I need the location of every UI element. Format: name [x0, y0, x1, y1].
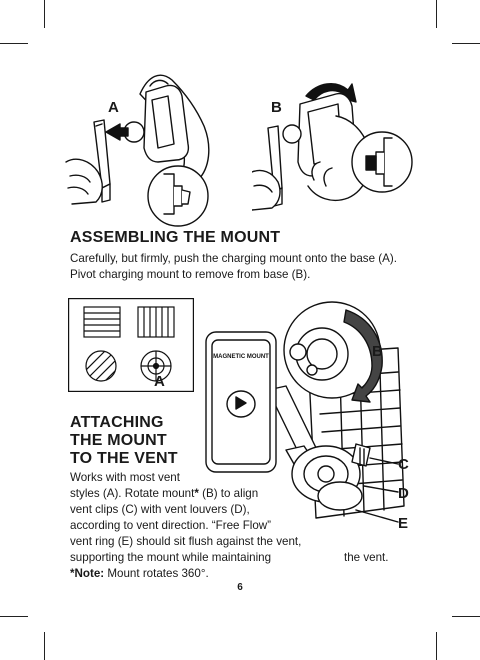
note-line [70, 566, 209, 582]
crop-mark [436, 632, 437, 660]
section2-line-5: vent ring (E) should sit flush against the vent, [70, 535, 302, 548]
label-d: D [398, 485, 409, 502]
vent-styles-diagram [68, 298, 194, 392]
note-text: Mount rotates 360°. [107, 567, 209, 580]
crop-mark [452, 43, 480, 44]
label-e: E [398, 515, 409, 532]
section-title-assembling: ASSEMBLING THE MOUNT [70, 229, 281, 246]
crop-mark [436, 0, 437, 28]
crop-mark [44, 632, 45, 660]
section-title-attaching-3: TO THE VENT [70, 450, 178, 467]
section2-line-2-tail: (B) to align [202, 487, 259, 500]
section1-line-1: Carefully, but firmly, push the charging mount onto the base (A). [70, 252, 397, 265]
crop-mark [452, 616, 480, 617]
section1-line-2: Pivot charging mount to remove from base (B). [70, 268, 311, 281]
mount-brand-label: MAGNETIC MOUNT [213, 354, 269, 360]
section2-line-1: Works with most vent [70, 471, 180, 484]
section2-line-2 [70, 486, 258, 502]
crop-mark [0, 616, 28, 617]
crop-mark [0, 43, 28, 44]
section-title-attaching-2: THE MOUNT [70, 432, 167, 449]
label-b-top: B [271, 99, 282, 116]
section2-line-3: vent clips (C) with vent louvers (D), [70, 503, 250, 516]
page-number: 6 [237, 582, 243, 593]
label-a-vent: A [154, 373, 165, 390]
section2-line-4: according to vent direction. “Free Flow” [70, 519, 272, 532]
crop-mark [44, 0, 45, 28]
label-c: C [398, 456, 409, 473]
footnote-star: * [194, 487, 199, 500]
section2-line-6: supporting the mount while maintaining [70, 551, 272, 564]
label-a-top: A [108, 99, 119, 116]
assembly-illustration-a [64, 64, 224, 228]
section2-line-6-end: the vent. [344, 551, 389, 564]
note-label: *Note: [70, 567, 105, 580]
section-title-attaching-1: ATTACHING [70, 414, 164, 431]
label-b-vent: B [372, 343, 383, 360]
section2-line-2-text: styles (A). Rotate mount [70, 487, 195, 500]
